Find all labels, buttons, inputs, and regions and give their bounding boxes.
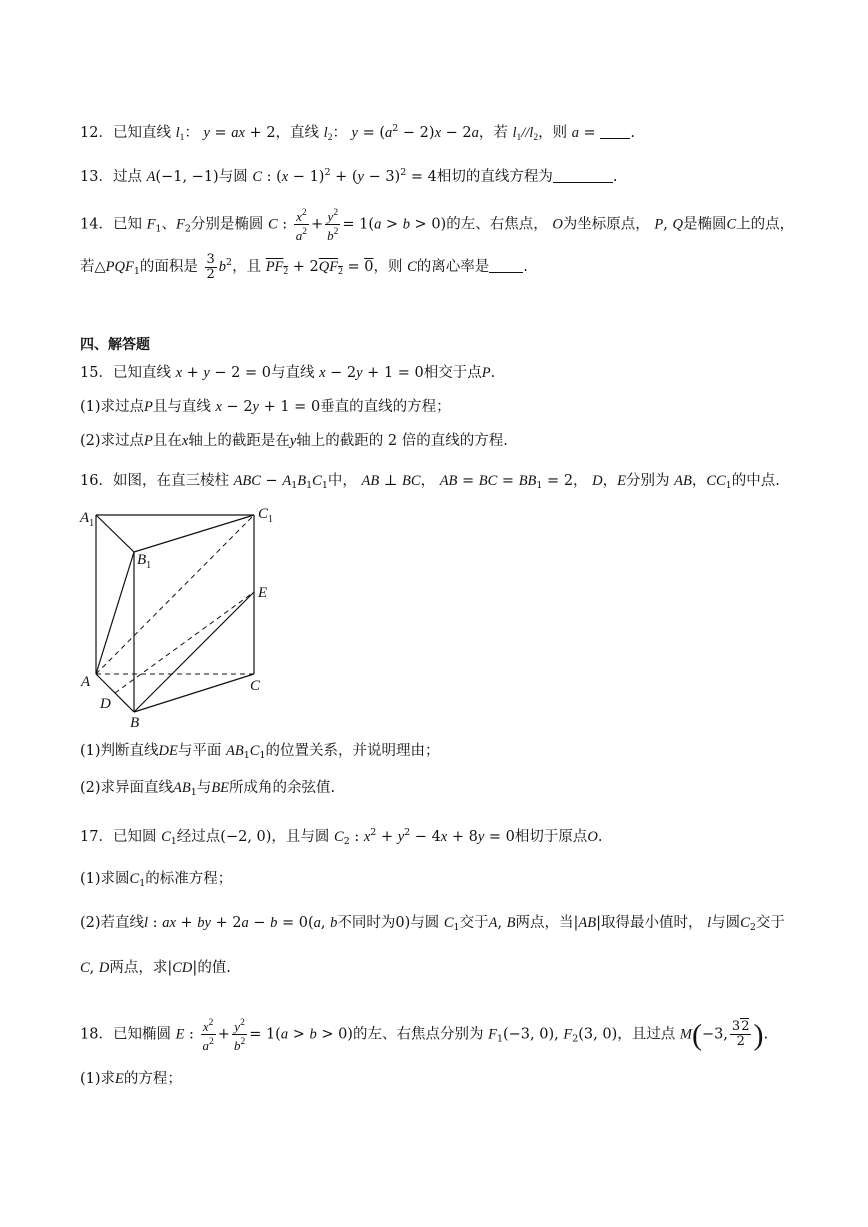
- edge-ab1: [96, 552, 134, 674]
- edge-bc: [134, 674, 254, 712]
- section-heading: 四、解答题: [80, 337, 150, 353]
- edge-a1b1: [96, 515, 134, 552]
- question-16-part-1: (1)判断直线DE与平面 $AB_1C_1$的位置关系，并说明理由；: [80, 743, 440, 761]
- question-17-part-1: (1)求圆$C_1$的标准方程；: [80, 871, 233, 889]
- question-15-part-2: (2)求过点P且在x轴上的截距是在y轴上的截距的 2 倍的直线的方程.: [80, 433, 508, 449]
- answer-blank[interactable]: [553, 168, 613, 183]
- question-18-part-1: (1)求E的方程；: [80, 1071, 182, 1087]
- edge-de-dashed: [115, 592, 254, 693]
- label-b: B: [130, 715, 140, 731]
- answer-blank[interactable]: [489, 258, 523, 273]
- label-e: E: [258, 585, 268, 601]
- edge-be: [134, 592, 254, 712]
- label-c: C: [250, 678, 261, 694]
- label-a1: $A_1$: [80, 510, 95, 529]
- question-15-part-1: (1)求过点P且与直线 x − 2y + 1 = 0垂直的直线的方程；: [80, 399, 451, 415]
- question-17-part-2-cont: C, D两点，求|CD|的值.: [80, 960, 231, 976]
- question-17-part-2: (2)若直线l : ax + by + 2a − b = 0(a, b不同时为0)与圆 $C_1$交于A, B两点，当|AB|取得最小值时， l与圆$C_2$交于: [80, 915, 785, 933]
- label-b1: $B_1$: [137, 552, 152, 571]
- question-18: 18．已知椭圆 E : $\frac{x^2}{a^2}$ + $\frac{y^2}{b^2}$ = 1(a > b > 0)的左、右焦点分别为 $F_1(-3$, 0), $F_2(3$, 0)，且过点 M(−3, $\frac{32}{2}$ ).: [80, 1018, 769, 1053]
- question-14: 14．已知 $F_1$、$F_2$分别是椭圆 C : $\frac{x^2}{a^2}$ + $\frac{y^2}{b^2}$ = 1(a > b > 0)的左、右焦点， O为坐标原点， P, Q是椭圆C上的点，: [80, 208, 795, 243]
- label-d: D: [100, 696, 111, 712]
- prism-figure: [78, 500, 288, 732]
- question-16: 16．如图，在直三棱柱 ABC − $A_1B_1C_1$中， AB ⊥ BC， AB = BC = $BB_1 = 2$， D，E分别为 AB，$CC_1$的中点.: [80, 473, 780, 491]
- question-14-cont: 若$\triangle PQF_1$的面积是 $\frac{3}{2}$ $b^2$，且 $PF_2 + 2QF_2 = 0$，则 C的离心率是 .: [80, 251, 528, 282]
- question-13: 13．过点 A(−1, −1)与圆 C : $(x - 1)^2 + (y - 3)^2 = 4$相切的直线方程为 .: [80, 167, 618, 185]
- label-a: A: [81, 674, 91, 690]
- question-17: 17．已知圆 $C_1$经过点(−2, 0)，且与圆 $C_2$ : $x^2 + y^2 - 4x + 8y = 0$相切于原点O.: [80, 827, 603, 847]
- answer-blank[interactable]: [600, 124, 630, 139]
- question-12: 12．已知直线 $l_1$： y = ax + 2，直线 $l_2$： $y = (a^2 - 2)x - 2a$，若 $l_1//l_2$，则 a = .: [80, 123, 635, 143]
- label-c1: $C_1$: [258, 506, 274, 525]
- question-16-part-2: (2)求异面直线$AB_1$与BE所成角的余弦值.: [80, 780, 336, 798]
- question-15: 15．已知直线 x + y − 2 = 0与直线 x − 2y + 1 = 0相交于点P.: [80, 365, 496, 381]
